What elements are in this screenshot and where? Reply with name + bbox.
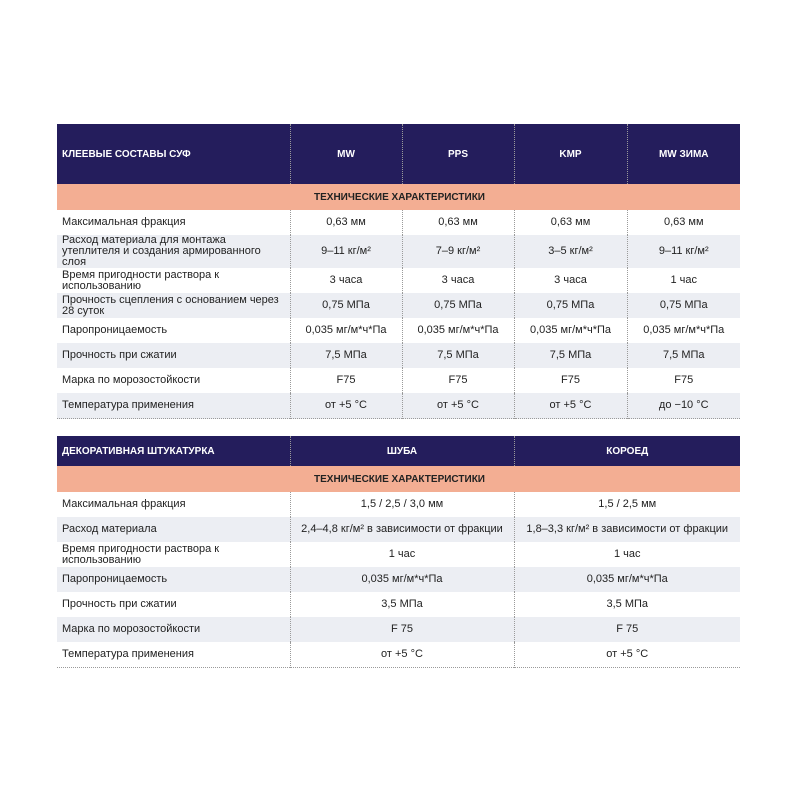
row-label: Температура применения (57, 393, 290, 419)
row-label: Температура применения (57, 642, 290, 668)
cell-value: 0,63 мм (514, 210, 627, 235)
cell-value: от +5 °C (514, 393, 627, 419)
column-header: MW ЗИМА (627, 124, 740, 184)
cell-value: 1 час (514, 542, 740, 567)
cell-value: 0,75 МПа (290, 293, 402, 318)
row-label: Максимальная фракция (57, 210, 290, 235)
column-header: PPS (402, 124, 514, 184)
row-label: Прочность сцепления с основанием через 28 суток (57, 293, 290, 318)
table-row (57, 567, 740, 592)
column-header: КОРОЕД (514, 436, 740, 466)
cell-value: 7–9 кг/м² (402, 235, 514, 268)
cell-value: 3–5 кг/м² (514, 235, 627, 268)
table-row (57, 343, 740, 368)
table-row (57, 492, 740, 517)
cell-value: 9–11 кг/м² (627, 235, 740, 268)
cell-value: 3 часа (514, 268, 627, 293)
cell-value: 0,035 мг/м*ч*Па (514, 318, 627, 343)
column-header: ШУБА (290, 436, 514, 466)
row-label: Время пригодности раствора к использованию (57, 542, 290, 567)
table-row (57, 293, 740, 318)
table-title: КЛЕЕВЫЕ СОСТАВЫ СУФ (57, 124, 290, 184)
table-row (57, 517, 740, 542)
cell-value: от +5 °C (290, 642, 514, 668)
cell-value: 1 час (290, 542, 514, 567)
row-label: Время пригодности раствора к использованию (57, 268, 290, 293)
cell-value: 7,5 МПа (627, 343, 740, 368)
cell-value: 7,5 МПа (290, 343, 402, 368)
row-label: Паропроницаемость (57, 567, 290, 592)
row-label: Прочность при сжатии (57, 592, 290, 617)
row-label: Прочность при сжатии (57, 343, 290, 368)
cell-value: 1 час (627, 268, 740, 293)
table-row (57, 393, 740, 419)
column-header: KMP (514, 124, 627, 184)
row-label: Марка по морозостойкости (57, 617, 290, 642)
table-header-row (57, 124, 740, 184)
section-band (57, 466, 740, 492)
cell-value: 3 часа (290, 268, 402, 293)
cell-value: F 75 (514, 617, 740, 642)
cell-value: 9–11 кг/м² (290, 235, 402, 268)
cell-value: от +5 °C (402, 393, 514, 419)
cell-value: 7,5 МПа (514, 343, 627, 368)
cell-value: F75 (402, 368, 514, 393)
cell-value: 3 часа (402, 268, 514, 293)
cell-value: 0,63 мм (627, 210, 740, 235)
cell-value: 0,035 мг/м*ч*Па (627, 318, 740, 343)
cell-value: от +5 °C (290, 393, 402, 419)
cell-value: 3,5 МПа (514, 592, 740, 617)
cell-value: F 75 (290, 617, 514, 642)
cell-value: 0,75 МПа (627, 293, 740, 318)
cell-value: 0,75 МПа (514, 293, 627, 318)
column-header: MW (290, 124, 402, 184)
row-label: Расход материала (57, 517, 290, 542)
section-band-label: ТЕХНИЧЕСКИЕ ХАРАКТЕРИСТИКИ (57, 184, 740, 210)
section-band (57, 184, 740, 210)
row-label: Паропроницаемость (57, 318, 290, 343)
cell-value: 0,75 МПа (402, 293, 514, 318)
cell-value: 2,4–4,8 кг/м² в зависимости от фракции (290, 517, 514, 542)
table-row (57, 318, 740, 343)
table-row (57, 617, 740, 642)
cell-value: 0,035 мг/м*ч*Па (514, 567, 740, 592)
plaster-spec-table (57, 436, 740, 668)
table-row (57, 210, 740, 235)
table-row (57, 592, 740, 617)
cell-value: 0,63 мм (290, 210, 402, 235)
table-row (57, 235, 740, 268)
row-label: Расход материала для монтажа утеплителя и создания армированного слоя (57, 235, 290, 268)
table-header-row (57, 436, 740, 466)
cell-value: от +5 °C (514, 642, 740, 668)
table-row (57, 268, 740, 293)
cell-value: F75 (627, 368, 740, 393)
cell-value: 0,63 мм (402, 210, 514, 235)
cell-value: 1,8–3,3 кг/м² в зависимости от фракции (514, 517, 740, 542)
table-row (57, 542, 740, 567)
cell-value: 1,5 / 2,5 мм (514, 492, 740, 517)
cell-value: 3,5 МПа (290, 592, 514, 617)
table-row (57, 642, 740, 668)
row-label: Марка по морозостойкости (57, 368, 290, 393)
cell-value: F75 (514, 368, 627, 393)
cell-value: 7,5 МПа (402, 343, 514, 368)
cell-value: 0,035 мг/м*ч*Па (290, 567, 514, 592)
cell-value: до −10 °C (627, 393, 740, 419)
table-title: ДЕКОРАТИВНАЯ ШТУКАТУРКА (57, 436, 290, 466)
section-band-label: ТЕХНИЧЕСКИЕ ХАРАКТЕРИСТИКИ (57, 466, 740, 492)
cell-value: 0,035 мг/м*ч*Па (290, 318, 402, 343)
cell-value: F75 (290, 368, 402, 393)
adhesives-spec-table (57, 124, 740, 419)
row-label: Максимальная фракция (57, 492, 290, 517)
table-row (57, 368, 740, 393)
cell-value: 1,5 / 2,5 / 3,0 мм (290, 492, 514, 517)
cell-value: 0,035 мг/м*ч*Па (402, 318, 514, 343)
